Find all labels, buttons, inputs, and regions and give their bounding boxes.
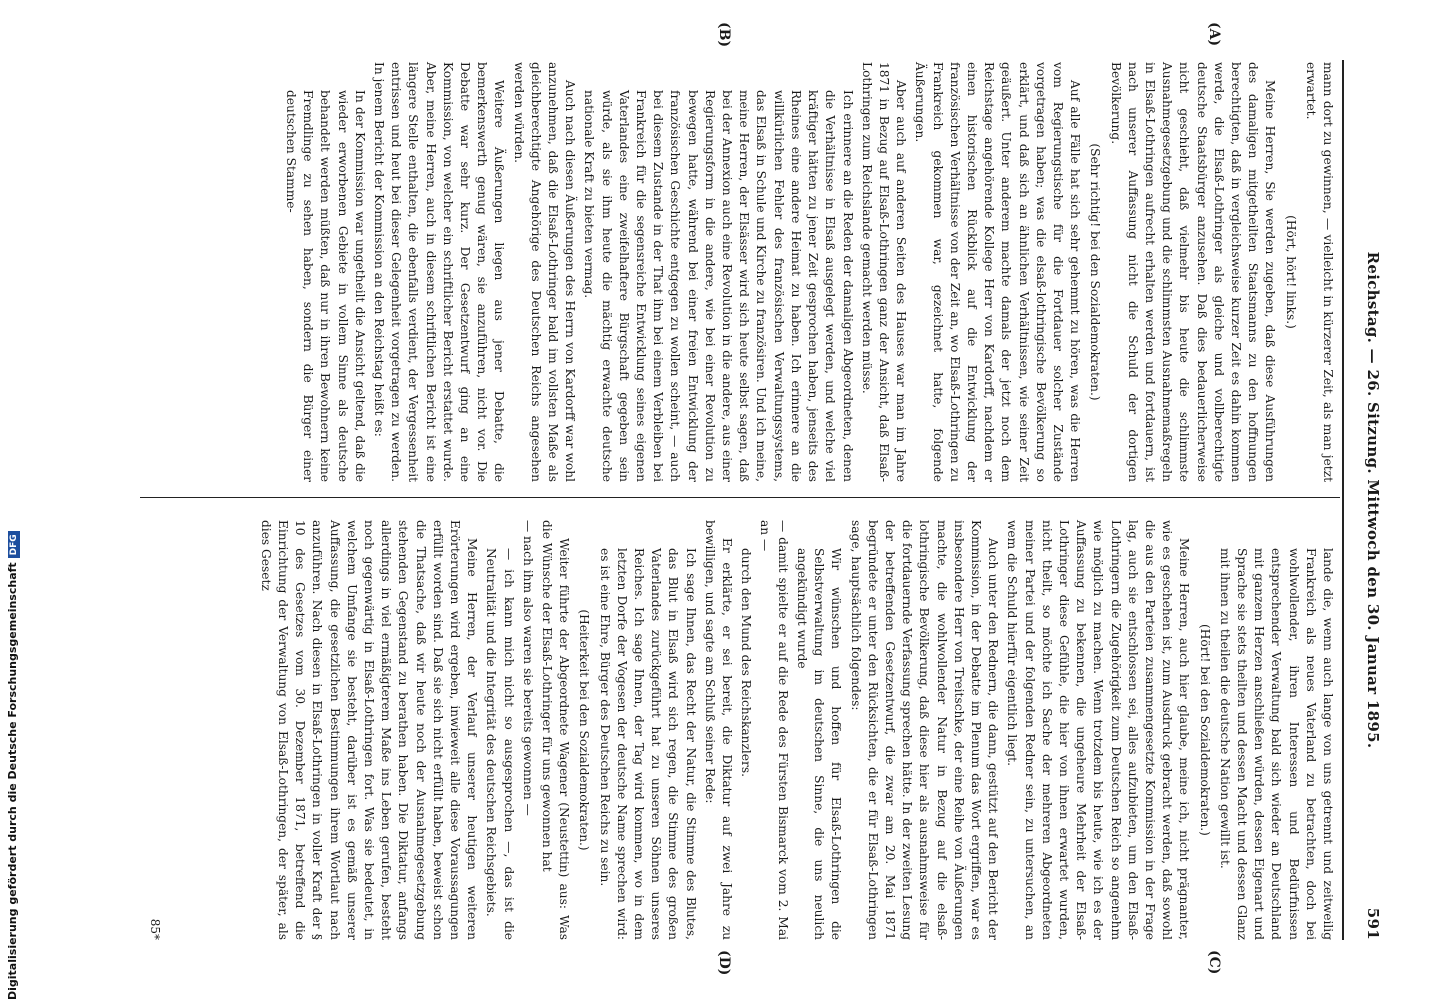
header-title: Reichstag. — 26. Sitzung. Mittwoch den 30. Januar 1895.	[1364, 251, 1382, 749]
column-divider	[140, 497, 1340, 498]
margin-marker-b: (B)	[716, 22, 732, 48]
digitization-text: Digitalisierung gefördert durch die Deutsche Forschungsgemeinschaft	[6, 562, 19, 1000]
paragraph: — damit spielte er auf die Rede des Fürsten Bismarck vom 2. Mai an —	[758, 520, 790, 940]
interjection: (Heiterkeit bei den Sozialdemokraten.)	[577, 609, 592, 851]
signature-mark: 85*	[148, 918, 162, 940]
margin-marker-d: (D)	[716, 950, 732, 976]
header-rule	[1342, 60, 1344, 940]
quotation: — ich kann mich nicht so ausgesprochen —, das ist die Neutralität und die Integrität des deutschen Reichsgebiets.	[484, 548, 516, 940]
paragraph: Meine Herren, Sie werden zugeben, daß diese Ausführungen des damaligen mitgetheilten Staatsmanns zu den hoffnungen berechtigten, daß in vergleichsweise kurzer Zeit es dahin kommen werde, die Elsaß-Lothringer als gleiche und vollberechtigte deutsche Staatsbürger anzusehen. Daß dies bedauerlicherweise nicht geschieht, daß vielmehr bis heute die schlimmste Ausnahmegesetzgebung und die schlimmsten Ausnahmemaßregeln in Elsaß-Lothringen aufrecht erhalten werden und fortdauern, ist nach unserer Auffassung nicht die Schuld der dortigen Bevölkerung.	[1108, 62, 1278, 482]
paragraph: Meine Herren, auch hier glaube, meine ich, nicht prägnanter, wie es geschehen ist, zum Ausdruck gebracht werden, daß sowohl die aus den Parteien zusammengesetzte Kommission in der Frage lag, auch sie entschlossen sei, alles aufzubieten, um den Elsaß-Lothringern die Zugehörigkeit zum Deutschen Reich so angenehm wie möglich zu machen. Wenn trotzdem bis heute, wie ich es der Auffassung zu bekennen, die ungeheure Mehrheit der Elsaß-Lothringer diese Gefühle, die hier von ihnen erwartet wurden, nicht theilt, so möchte ich Sache der mehreren Abgeordneten meiner Partei und der folgenden Redner sein, zu untersuchen, an wem die Schuld hierfür eigentlich liegt.	[1005, 520, 1192, 940]
paragraph: Er erklärte, er sei bereit, die Diktatur auf zwei Jahre zu bewilligen, und sagte am Schluß seiner Rede:	[702, 520, 735, 940]
interjection: (Hört, hört! links.)	[1283, 215, 1298, 329]
paragraph: — nach ihm also waren sie bereits gewonnen —	[520, 520, 535, 816]
quotation: In der Kommission war ungetheilt die Ansicht geltend, daß die wieder erworbenen Gebiete in vollem Sinne als deutsche behandelt werden müßten, daß nur in ihren Bewohnern keine Fremdlinge zu sehen haben, sondern die Bürger einer deutschen Stamme-	[284, 90, 367, 482]
margin-marker-c: (C)	[1206, 950, 1222, 975]
paragraph: Auch nach diesen Äußerungen des Herrn von Kardorff war wohl anzunehmen, daß die Elsaß-Lothringer bald im vollsten Maße als gleichberechtigte Angehörige des Deutschen Reichs angesehen werden würden.	[511, 62, 578, 482]
quotation: lande die, wenn auch lange von uns getrennt und zeitweilig Frankreich als neues Vaterland zu betrachten, doch bei wohlwollender, ihren Interessen und Bedürfnissen entsprechender Verwaltung bald sich wieder an Deutschland mit ganzem Herzen anschließen würden, dessen Eigenart und Sprache sie stets theilten und dessen Macht und dessen Glanz mit ihnen zu theilen die deutsche Nation gewillt ist.	[1217, 548, 1335, 940]
paragraph: Weiter führte der Abgeordnete Wagener (Neustettin) aus: Was die Wünsche der Elsaß-Lothringer für uns gewonnen hat	[540, 520, 572, 940]
quotation: Ich erinnere an die Reden der damaligen Abgeordneten, denen die Verhältnisse in Elsaß ausgelegt werden, und welche viel kräftiger hätten zu jener Zeit gesprochen haben, jenseits des Rheines eine andere Heimat zu haben. Ich erinnere an die willkürlichen Fehler des französischen Verwaltungssystems, das Elsaß in Schule und Kirche zu französiren. Und ich meine, meine Herren, der Elsässer wird sich heute selbst sagen, daß bei der Annexion auch eine Revolution in die andere, aus einer Regierungsform in die andere, wie bei einer Revolution zu bewegen hatte, während bei einer freien Entwicklung der französischen Geschichte entgegen zu wollen scheint, — auch bei diesem Zustande in der That ihm bei einem Verbleiben bei Frankreich für die segensreiche Entwicklung seines eigenen Vaterlandes eine zweifelhaftere Bürgschaft gegeben sein würde, als sie ihm heute die mächtig erwachte deutsche nationale Kraft zu bieten vermag.	[582, 90, 855, 482]
interjection: (Sehr richtig! bei den Sozialdemokraten.)	[1088, 143, 1103, 401]
margin-marker-a: (A)	[1206, 22, 1222, 47]
page-header	[1340, 60, 1382, 940]
quotation: durch den Mund des Reichskanzlers.	[739, 548, 754, 777]
left-column	[280, 62, 1336, 482]
paragraph: mann dort zu gewinnen, — vielleicht in kürzerer Zeit, als man jetzt erwartet.	[1303, 62, 1335, 482]
quotation: Ich sage Ihnen, das Recht der Natur, die Stimme des Blutes, das Blut in Elsaß wird sich regen, die Stimme des großen Vaterlandes zurückgeführt hat zu unseren Söhnen unseres Reiches. Ich sage Ihnen, der Tag wird kommen, wo in dem letzten Dorfe der Vogesen der deutsche Name sprechen wird: es ist eine Ehre, Bürger des Deutschen Reichs zu sein.	[597, 548, 698, 940]
paragraph: Weitere Äußerungen liegen aus jener Debatte, die bemerkenswerth genug wären, sie anzuführen, nicht vor. Die Debatte war sehr kurz. Der Gesetzentwurf ging an eine Kommission, von welcher ein schriftlicher Bericht erstattet wurde. Aber, meine Herren, auch in diesem schriftlichen Bericht ist eine längere Stelle enthalten, die ebenfalls verdient, der Vergessenheit entrissen und heut bei dieser Gelegenheit vorgetragen zu werden. In jenem Bericht der Kommission an den Reichstag heißt es:	[372, 62, 507, 482]
right-column	[255, 520, 1336, 940]
paragraph: Meine Herren, der Verlauf unserer heutigen weiteren Erörterungen wird ergeben, inwieweit alle diese Voraussagungen erfüllt worden sind. Daß sie sich nicht erfüllt haben, beweist schon die Thatsache, daß wir heute noch der Ausnahmegesetzgebung stehenden Gegenstand zu berathen haben. Die Diktatur, anfangs allerdings in viel ermäßigterem Maße ins Leben gerufen, besteht noch gegenwärtig in Elsaß-Lothringen fort. Was sie bedeutet, in welchem Umfange sie besteht, darüber ist es gemäß unserer Auffassung, die gesetzlichen Bestimmungen ihrem Wortlaut nach anzuführen. Nach diesen in Elsaß-Lothringen in voller Kraft der § 10 des Gesetzes vom 30. Dezember 1871, betreffend die Einrichtung der Verwaltung von Elsaß-Lothringen, der später, als dies Gesetz	[258, 520, 480, 940]
dfg-logo: DFG	[8, 531, 20, 558]
quotation: Wir wünschen und hoffen für Elsaß-Lothringen die Selbstverwaltung im deutschen Sinne, die uns neulich angekündigt wurde	[794, 548, 844, 940]
paragraph: Aber auch auf anderen Seiten des Hauses war man im Jahre 1871 in Bezug auf Elsaß-Lothringen ganz der Ansicht, daß Elsaß-Lothringen zum Reichslande gemacht werden müsse.	[859, 62, 909, 482]
page-number: 591	[1364, 907, 1382, 940]
interjection: (Hört! bei den Sozialdemokraten.)	[1197, 624, 1212, 836]
digitization-note	[6, 531, 20, 1000]
paragraph: Auch unter den Rednern, die dann, gestützt auf den Bericht der Kommission, in der Debatte im Plenum das Wort ergriffen, war es insbesondere Herr von Treitschke, der eine Reihe von Äußerungen machte, die wohlwollender Natur in Bezug auf die elsaß-lothringische Bevölkerung, daß diese hier als ausnahmsweise für die fortdauernde Verfassung sprechen hätte. In der zweiten Lesung der betreffenden Gesetzentwurf, die zwar am 20. Mai 1871 begründete er unter den Rücksichten, die er für Elsaß-Lothringen sage, hauptsächlich folgendes:	[848, 520, 1001, 940]
paragraph: Auf alle Fälle hat sich sehr gehemmt zu hören, was die Herren vom Regierungstische für die Fortdauer solcher Zustände vorgetragen haben; was die elsaß-lothringische Bevölkerung so erklärt, und daß sich an ähnlichen Verhältnissen, wie seiner Zeit geäußert. Unter anderem machte damals der jetzt noch dem Reichstage angehörende Kollege Herr von Kardorff, nachdem er einen historischen Rückblick auf die Entwicklung der französischen Verhältnisse von der Zeit an, wo Elsaß-Lothringen zu Frankreich gekommen war, gezeichnet hatte, folgende Äußerungen.	[913, 62, 1083, 482]
